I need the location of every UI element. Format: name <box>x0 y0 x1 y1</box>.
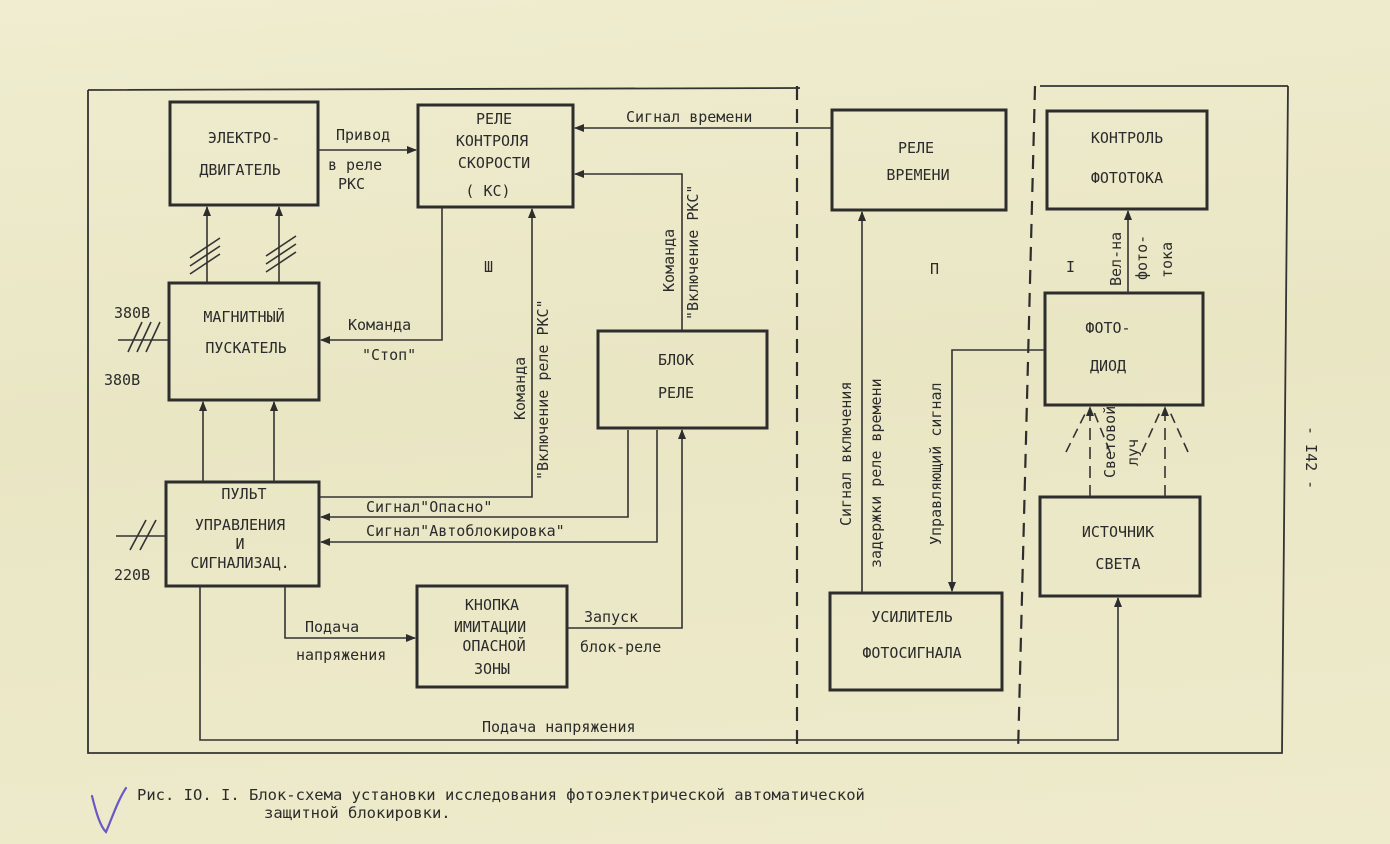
svg-text:Команда: Команда <box>511 356 529 420</box>
svg-text:( КС): ( КС) <box>465 182 511 200</box>
svg-text:РЕЛЕ: РЕЛЕ <box>897 139 935 157</box>
label-zone-1: I <box>1066 258 1076 276</box>
svg-text:ДВИГАТЕЛЬ: ДВИГАТЕЛЬ <box>199 161 281 179</box>
svg-text:Привод: Привод <box>336 126 391 144</box>
svg-text:луч: луч <box>1124 438 1142 466</box>
svg-text:фото-: фото- <box>1133 234 1151 280</box>
svg-text:МАГНИТНЫЙ: МАГНИТНЫЙ <box>203 308 285 326</box>
block-danger-zone-button <box>417 586 567 687</box>
label-control-signal: Управляющий сигнал <box>927 382 945 545</box>
svg-text:БЛОК: БЛОК <box>657 351 695 369</box>
svg-text:тока: тока <box>1158 241 1176 278</box>
block-speed-relay <box>418 105 573 207</box>
label-time-signal: Сигнал времени <box>626 108 753 126</box>
label-380v-bottom: 380В <box>104 371 141 389</box>
block-amplifier <box>830 593 1002 690</box>
line-220v-input <box>116 520 166 550</box>
svg-text:"Включение РКС": "Включение РКС" <box>684 184 702 320</box>
svg-text:ПУСКАТЕЛЬ: ПУСКАТЕЛЬ <box>205 339 287 357</box>
label-zone-2: П <box>930 260 940 278</box>
svg-text:"Включение реле РКС": "Включение реле РКС" <box>534 299 552 480</box>
label-signal-danger: Сигнал"Опасно" <box>366 498 493 516</box>
svg-text:КОНТРОЛЯ: КОНТРОЛЯ <box>455 132 529 150</box>
label-signal-autolock: Сигнал"Автоблокировка" <box>366 522 565 540</box>
block-magnetic-starter <box>169 283 319 400</box>
svg-text:напряжения: напряжения <box>296 646 387 664</box>
svg-text:ПУЛЬТ: ПУЛЬТ <box>221 485 267 503</box>
svg-text:Сигнал включения: Сигнал включения <box>837 381 855 526</box>
check-mark-handwritten <box>92 788 126 832</box>
block-relay-unit <box>598 331 767 428</box>
caption-line-1: Рис. IO. I. Блок-схема установки исследования фотоэлектрической автоматической <box>137 786 865 804</box>
block-photocurrent-control <box>1047 111 1207 209</box>
svg-text:Команда: Команда <box>660 228 678 292</box>
svg-text:И: И <box>235 535 245 553</box>
svg-text:ОПАСНОЙ: ОПАСНОЙ <box>462 637 526 655</box>
svg-text:ИСТОЧНИК: ИСТОЧНИК <box>1081 523 1155 541</box>
line-start-relay <box>567 430 682 628</box>
svg-text:ЗОНЫ: ЗОНЫ <box>473 660 511 678</box>
label-time-delay-signal <box>837 378 885 568</box>
label-zone-3: Ш <box>484 258 494 276</box>
svg-text:РЕЛЕ: РЕЛЕ <box>657 384 695 402</box>
label-220v: 220В <box>114 566 151 584</box>
svg-text:СИГНАЛИЗАЦ.: СИГНАЛИЗАЦ. <box>190 554 290 572</box>
label-light-beam <box>1101 406 1142 478</box>
label-power-supply-button <box>296 618 386 664</box>
svg-text:"Стоп": "Стоп" <box>362 346 417 364</box>
svg-text:Световой: Световой <box>1101 405 1119 478</box>
block-control-console <box>166 482 319 586</box>
block-time-relay <box>832 110 1006 210</box>
line-380v-input <box>118 322 169 352</box>
label-380v-top: 380В <box>114 304 151 322</box>
svg-text:УСИЛИТЕЛЬ: УСИЛИТЕЛЬ <box>871 608 953 626</box>
three-phase-mark-1 <box>190 238 220 274</box>
label-start-relay <box>580 608 661 656</box>
svg-text:КНОПКА: КНОПКА <box>464 596 520 614</box>
line-control-signal <box>952 350 1045 591</box>
svg-text:в реле: в реле <box>328 156 383 174</box>
svg-text:КОНТРОЛЬ: КОНТРОЛЬ <box>1090 129 1164 147</box>
block-photodiode <box>1045 293 1203 405</box>
line-cmd-rks-console <box>319 209 532 497</box>
label-photocurrent-value <box>1107 232 1176 286</box>
label-drive <box>328 126 390 193</box>
svg-text:Запуск: Запуск <box>584 608 639 626</box>
svg-text:ФОТО-: ФОТО- <box>1085 319 1131 337</box>
svg-text:ИМИТАЦИИ: ИМИТАЦИИ <box>453 618 527 636</box>
svg-text:задержки реле времени: задержки реле времени <box>867 378 885 568</box>
svg-text:СКОРОСТИ: СКОРОСТИ <box>457 154 531 172</box>
svg-text:Команда: Команда <box>348 316 412 334</box>
svg-text:ЭЛЕКТРО-: ЭЛЕКТРО- <box>207 129 281 147</box>
block-light-source <box>1040 497 1200 596</box>
block-motor <box>170 102 318 205</box>
caption-line-2: защитной блокировки. <box>264 804 451 822</box>
page-number: - I42 - <box>1302 426 1320 490</box>
svg-text:Подача: Подача <box>305 618 360 636</box>
svg-text:РЕЛЕ: РЕЛЕ <box>475 110 513 128</box>
svg-text:Вел-на: Вел-на <box>1107 231 1125 286</box>
svg-text:ВРЕМЕНИ: ВРЕМЕНИ <box>886 166 950 184</box>
svg-text:ФОТОСИГНАЛА: ФОТОСИГНАЛА <box>862 644 962 662</box>
svg-text:ФОТОТОКА: ФОТОТОКА <box>1090 169 1164 187</box>
svg-text:блок-реле: блок-реле <box>580 638 662 656</box>
zone-divider-right <box>1018 86 1035 753</box>
svg-text:УПРАВЛЕНИЯ: УПРАВЛЕНИЯ <box>194 516 286 534</box>
label-power-supply-main: Подача напряжения <box>482 718 636 736</box>
svg-text:РКС: РКС <box>338 175 366 193</box>
three-phase-mark-2 <box>266 236 296 272</box>
svg-text:ДИОД: ДИОД <box>1089 357 1127 375</box>
label-cmd-rks-relay <box>660 185 702 320</box>
svg-text:СВЕТА: СВЕТА <box>1095 555 1141 573</box>
